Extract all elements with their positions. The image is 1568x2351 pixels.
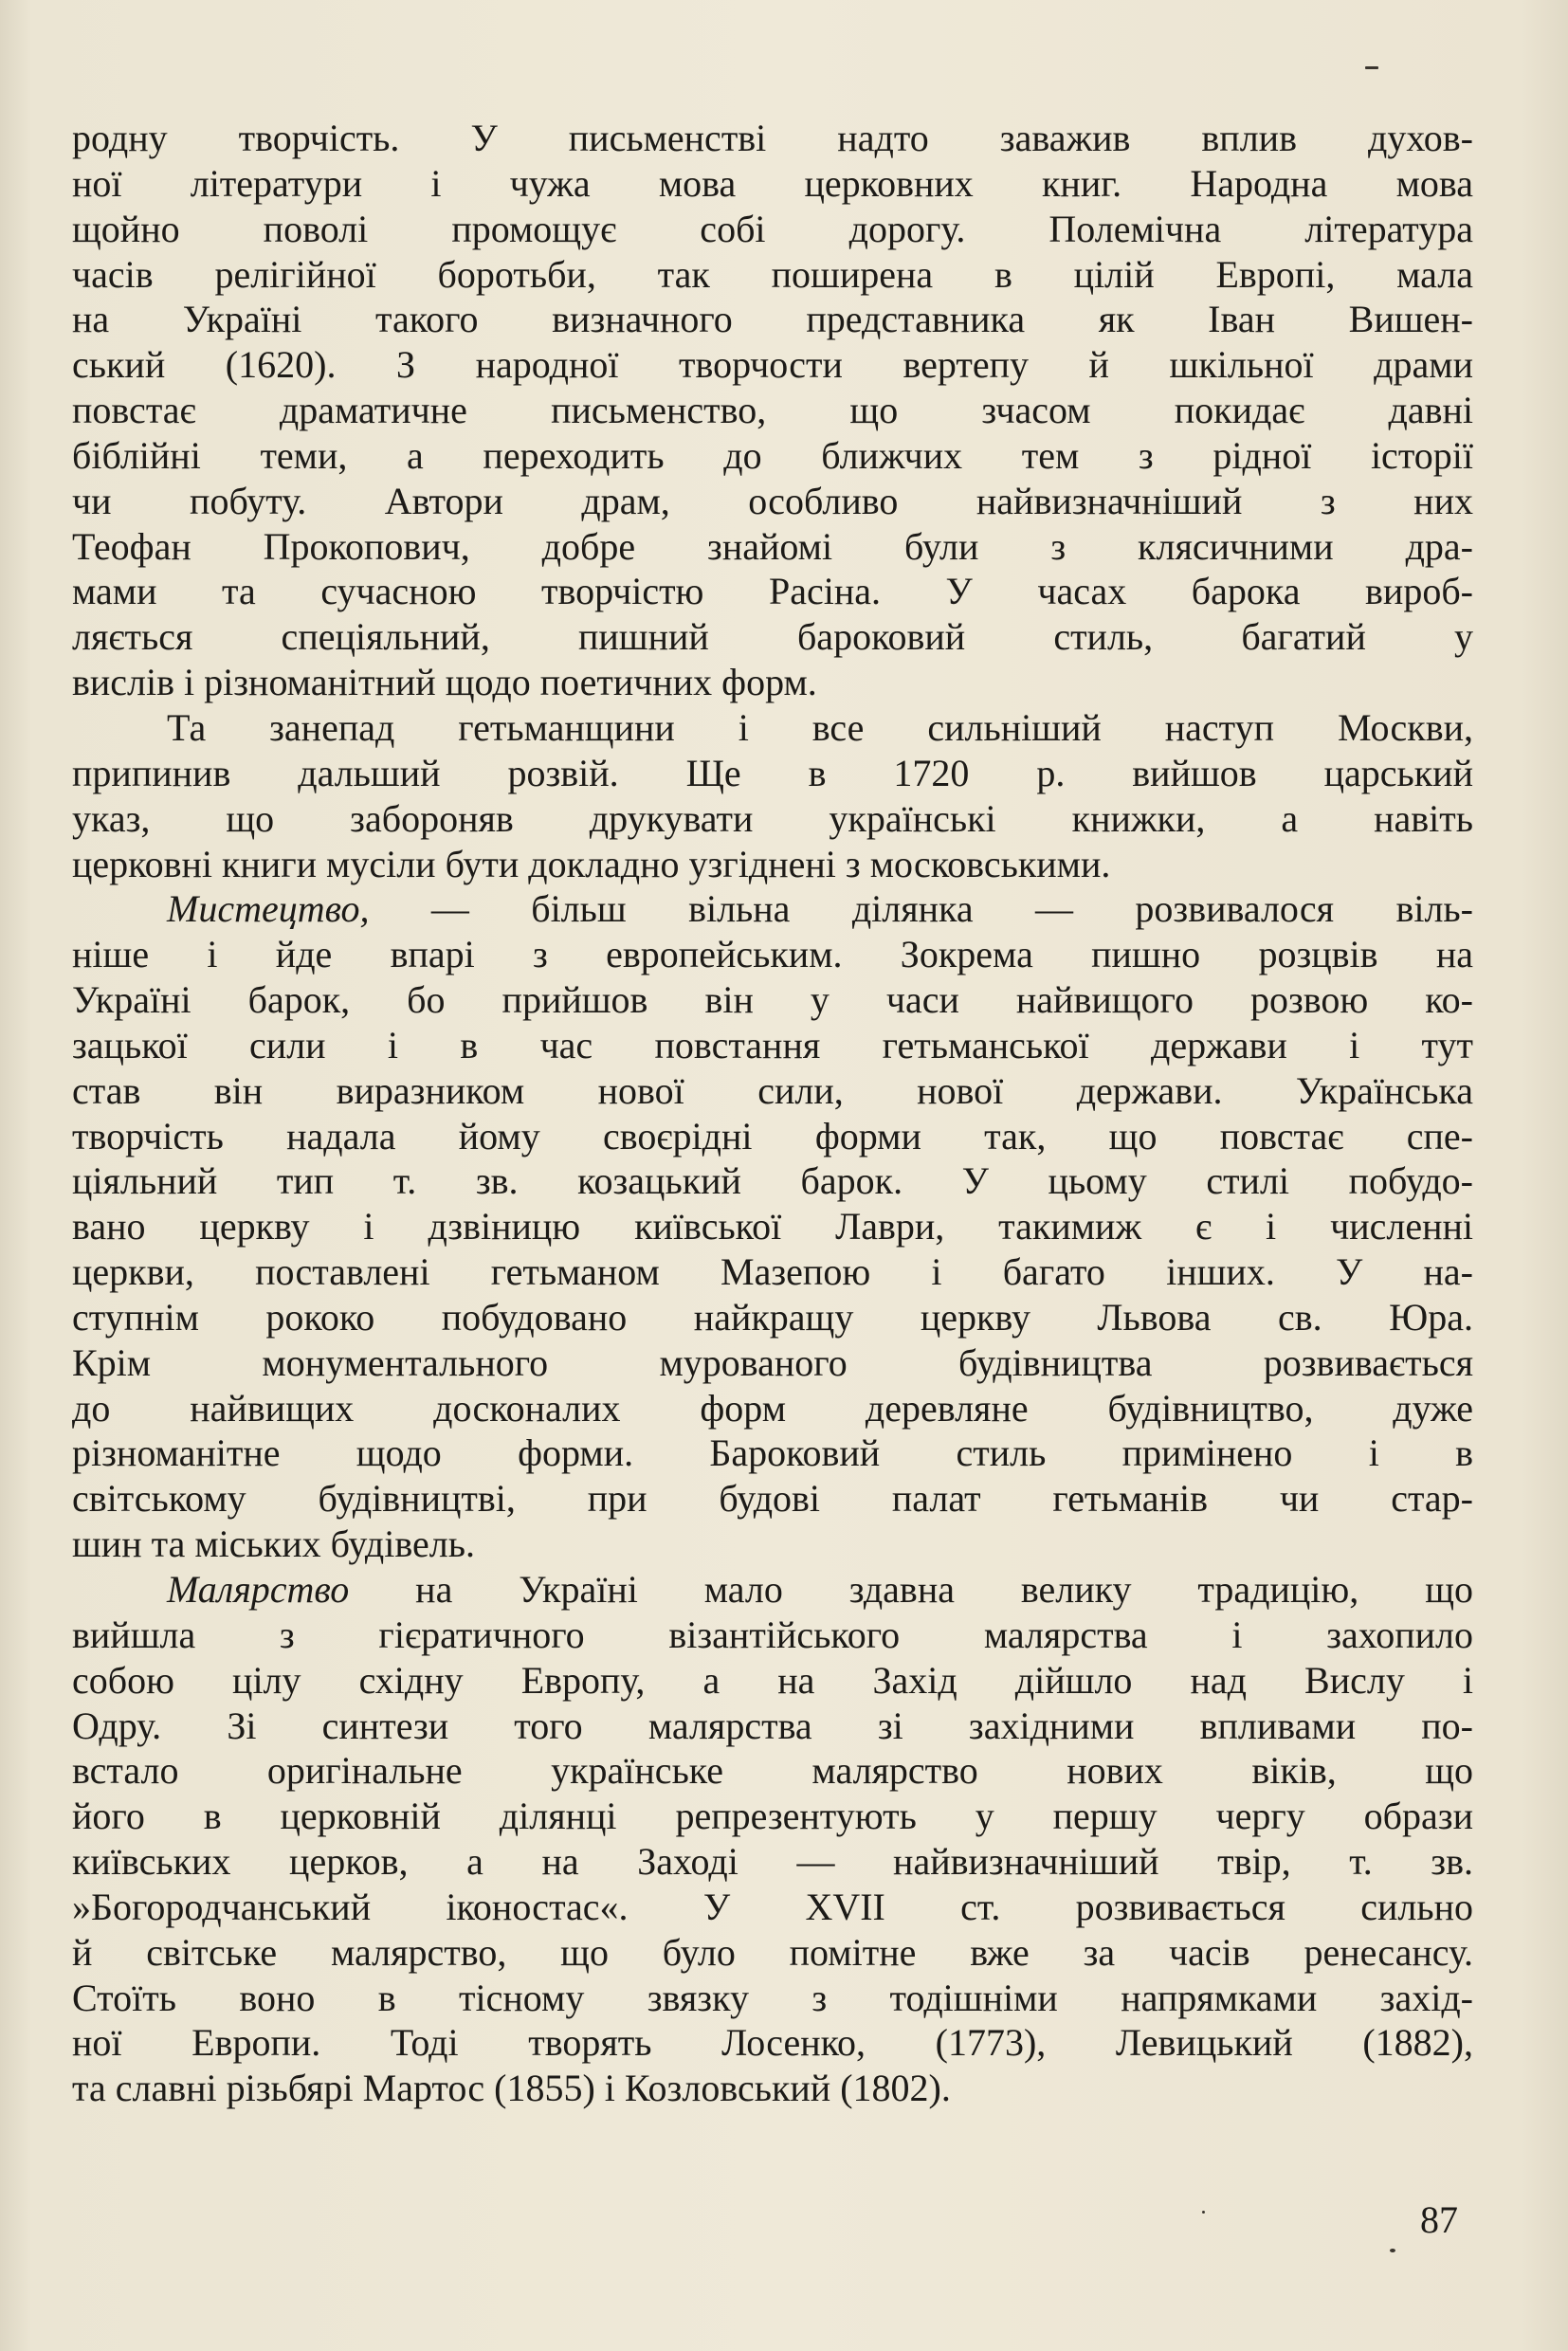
text-line	[72, 1567, 1473, 1613]
text-line: творчість надала йому своєрідні форми так, що повстає спе-	[72, 1114, 1473, 1157]
text-line: світському будівництві, при будові палат гетьманів чи стар-	[72, 1477, 1473, 1521]
paragraph-decline	[72, 705, 1473, 886]
text-line: ціяльний тип т. зв. козацький барок. У цьому стилі побудо-	[72, 1159, 1473, 1203]
text-line: ляється спеціяльний, пишний бароковий стиль, багатий у	[72, 615, 1473, 659]
text-line: київських церков, а на Заході — найвизначніший твір, т. зв.	[72, 1840, 1473, 1884]
text-line: собою цілу східну Европу, а на Захід дійшло над Вислу і	[72, 1658, 1473, 1702]
text-line: часів релігійної боротьби, так поширена в цілій Европі, мала	[72, 252, 1473, 296]
text-line: мами та сучасною творчістю Расіна. У часах барока вироб-	[72, 570, 1473, 613]
text-line: та славні різьбярі Мартос (1855) і Козловський (1802).	[72, 2067, 951, 2110]
text-line: на Україні такого визначного представника як Іван Вишен-	[72, 298, 1473, 341]
text-line: ський (1620). З народної творчости вертепу й шкільної драми	[72, 343, 1473, 387]
text-line: Україні барок, бо прийшов він у часи найвищого розвою ко-	[72, 978, 1473, 1022]
text-line: Крім монументального мурованого будівництва розвивається	[72, 1340, 1473, 1384]
text-line: його в церковній ділянці репрезентують у першу чергу образи	[72, 1795, 1473, 1838]
text-line: вийшла з гієратичного візантійського малярства і захопило	[72, 1613, 1473, 1656]
text-line: щойно поволі промощує собі дорогу. Полемічна література	[72, 207, 1473, 250]
text-line: вислів і різноманітний щодо поетичних форм.	[72, 661, 817, 704]
text-line: біблійні теми, а переходить до ближчих тем з рідної історії	[72, 433, 1473, 477]
text-line: й світське малярство, що було помітне вже за часів ренесансу.	[72, 1930, 1473, 1974]
text-line: Теофан Прокопович, добре знайомі були з клясичними дра-	[72, 524, 1473, 568]
text-line-rest: на Україні мало здавна велику традицію, що	[349, 1568, 1473, 1611]
text-line: вано церкву і дзвіницю київської Лаври, такимиж є і численні	[72, 1205, 1473, 1248]
text-line: ніше і йде впарі з европейським. Зокрема пишно розцвів на	[72, 933, 1473, 976]
text-line: Стоїть воно в тісному звязку з тодішніми напрямками захід-	[72, 1976, 1473, 2019]
text-line: родну творчість. У письменстві надто заважив вплив духов-	[72, 117, 1473, 159]
paragraph-literature	[72, 116, 1473, 705]
print-speck	[1202, 2211, 1205, 2214]
text-line: ної літератури і чужа мова церковних книг. Народна мова	[72, 161, 1473, 205]
text-line: до найвищих досконалих форм деревляне будівництво, дуже	[72, 1386, 1473, 1430]
print-speck	[1390, 2249, 1395, 2252]
text-line: »Богородчанський іконостас«. У XVII ст. розвивається сильно	[72, 1885, 1473, 1928]
text-line: церковні книги мусіли бути докладно узгіднені з московськими.	[72, 842, 1111, 885]
text-line: зацької сили і в час повстання гетьманської держави і тут	[72, 1023, 1473, 1066]
text-line: ної Европи. Тоді творять Лосенко, (1773), Левицький (1882),	[72, 2021, 1473, 2065]
italic-term: Мистецтво,	[167, 887, 370, 931]
text-line: припинив дальший розвій. Ще в 1720 р. вийшов царський	[72, 751, 1473, 794]
page-number: 87	[1420, 2198, 1458, 2241]
text-line: встало оригінальне українське малярство нових віків, що	[72, 1749, 1473, 1793]
paragraph-painting	[72, 1567, 1473, 2111]
paragraph-art	[72, 886, 1473, 1567]
text-line: ступнім рококо побудовано найкращу церкву Львова св. Юра.	[72, 1295, 1473, 1339]
text-line: Одру. Зі синтези того малярства зі західними впливами по-	[72, 1704, 1473, 1747]
text-line: різноманітне щодо форми. Бароковий стиль примінено і в	[72, 1431, 1473, 1475]
text-line: Та занепад гетьманщини і все сильніший наступ Москви,	[167, 705, 1473, 749]
text-line: шин та міських будівель.	[72, 1522, 475, 1566]
italic-term: Малярство	[167, 1568, 350, 1611]
text-line: став він виразником нової сили, нової держави. Українська	[72, 1068, 1473, 1112]
body-text	[72, 116, 1473, 2111]
text-line: указ, що забороняв друкувати українські книжки, а навіть	[72, 796, 1473, 840]
text-line	[72, 886, 1473, 932]
print-speck	[1365, 66, 1378, 69]
text-line: повстає драматичне письменство, що зчасом покидає давні	[72, 389, 1473, 432]
text-line-rest: — більш вільна ділянка — розвивалося віль-	[369, 887, 1473, 931]
text-line: чи побуту. Автори драм, особливо найвизначніший з них	[72, 479, 1473, 522]
text-line: церкви, поставлені гетьманом Мазепою і багато інших. У на-	[72, 1250, 1473, 1294]
